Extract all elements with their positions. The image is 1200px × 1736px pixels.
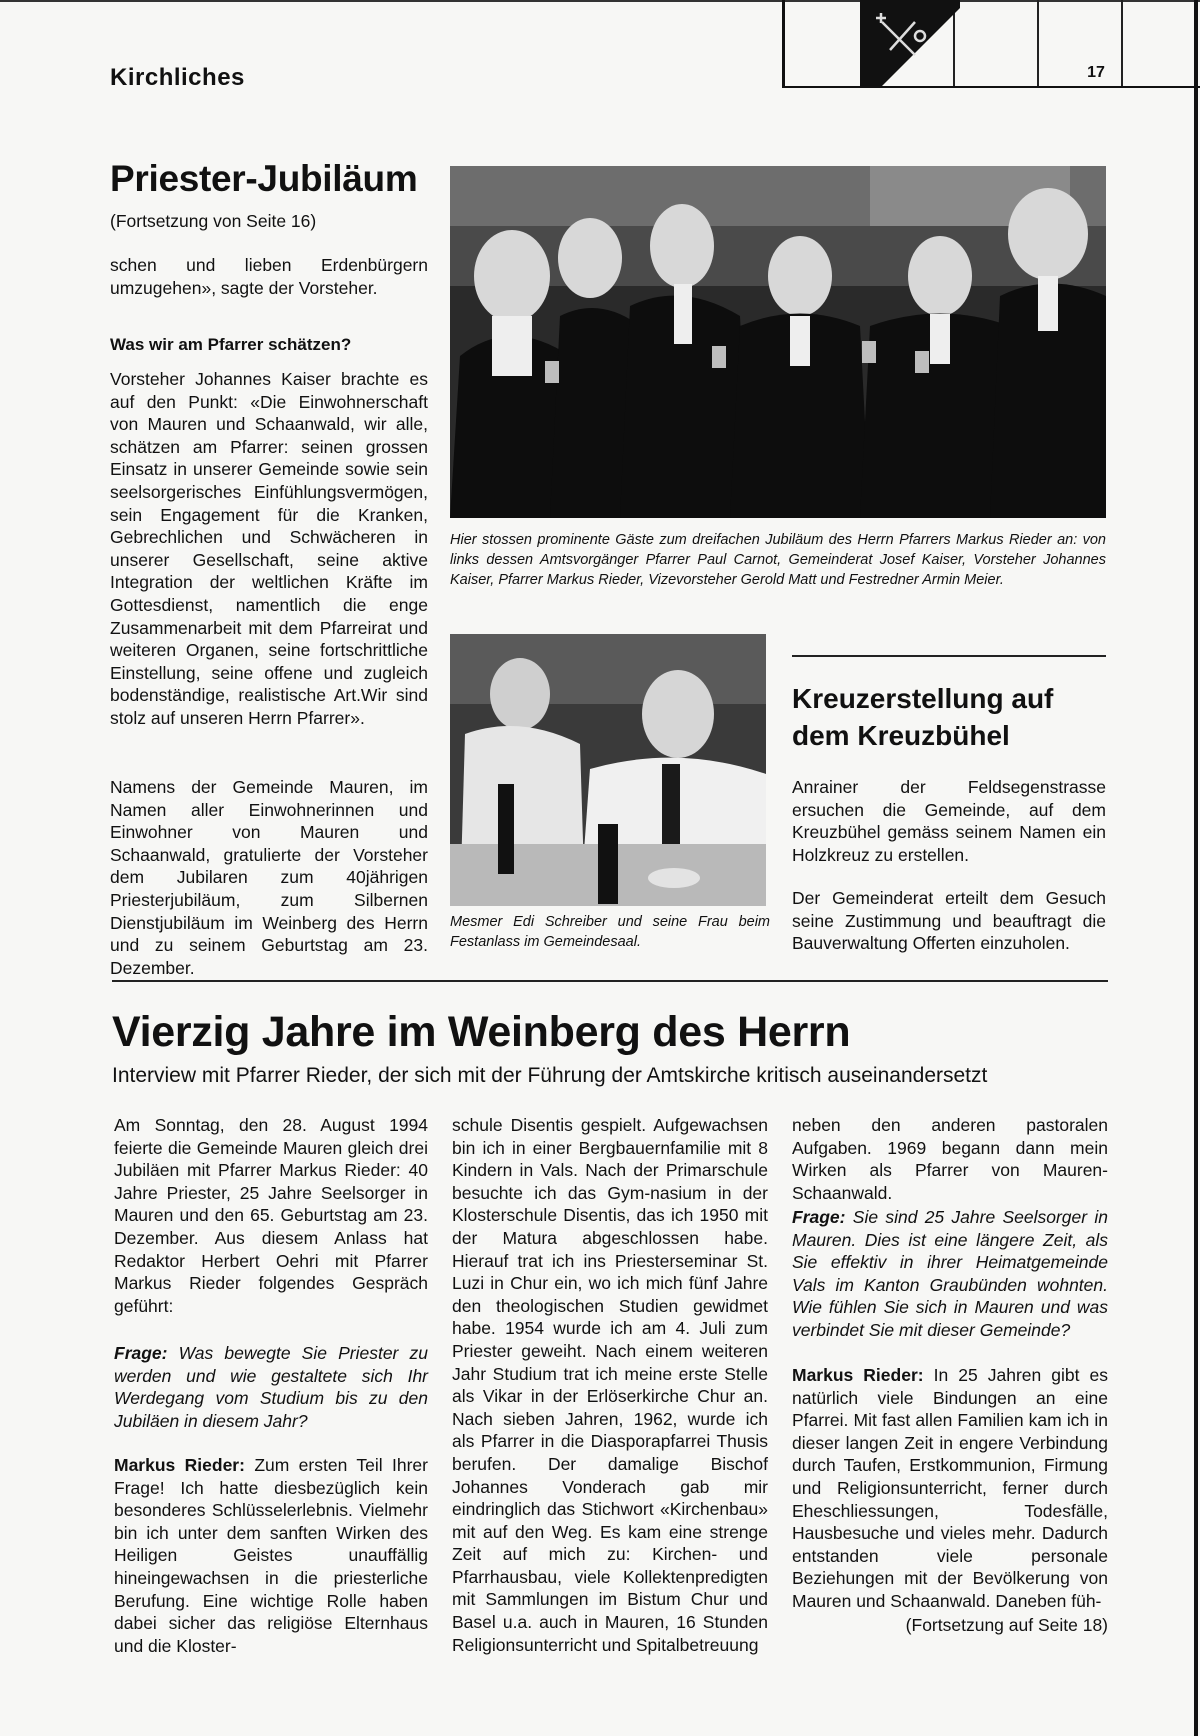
question-text: Sie sind 25 Jahre Seelsorger in Mauren. Dies ist eine längere Zeit, als Sie effektiv in ihrer Heimatgemeinde Vals im Kanton Graubünden wohnten. Wie fühlen Sie sich in Mauren und was verbindet Sie mit dieser Gemeinde?	[792, 1207, 1108, 1340]
photo-caption: Hier stossen prominente Gäste zum dreifachen Jubiläum des Herrn Pfarrers Markus Rieder an: von links dessen Amtsvorgänger Pfarrer Paul Carnot, Gemeinderat Josef Kaiser, Vorsteher Johannes Kaiser, Pfarrer Markus Rieder, Vizevorsteher Gerold Matt und Festredner Armin Meier.	[450, 532, 1106, 588]
divider	[792, 655, 1106, 657]
article-title: Vierzig Jahre im Weinberg des Herrn	[112, 1008, 851, 1056]
article-title: Priester-Jubiläum	[110, 158, 418, 199]
continuation-note: (Fortsetzung von Seite 16)	[110, 211, 317, 231]
right-border	[1194, 0, 1198, 1736]
header-cell	[785, 0, 871, 88]
intro-paragraph: schen und lieben Erdenbürgern umzugehen», sagte der Vorsteher.	[110, 255, 428, 298]
answer	[114, 1454, 428, 1657]
header-rule	[785, 86, 1200, 88]
answer	[792, 1364, 1108, 1613]
paragraph: Am Sonntag, den 28. August 1994 feierte die Gemeinde Mauren gleich drei Jubiläen mit Pfarrer Markus Rieder: 40 Jahre Priester, 25 Jahre Seelsorger in Mauren und den 65. Geburtstag am 23. Dezember. Aus diesem Anlass hat Redaktor Herbert Oehri mit Pfarrer Markus Rieder folgendes Gespräch geführt:	[114, 1115, 428, 1316]
paragraph: neben den anderen pastoralen Aufgaben. 1969 begann dann mein Wirken als Pfarrer von Mauren-Schaanwald.	[792, 1115, 1108, 1203]
paragraph: Der Gemeinderat erteilt dem Gesuch seine Zustimmung und beauftragt die Bauverwaltung Offerten einzuholen.	[792, 888, 1106, 954]
article-title: dem Kreuzbühel	[792, 720, 1010, 751]
frage-label: Frage:	[792, 1207, 846, 1227]
crest-icon	[860, 0, 960, 88]
section-label: Kirchliches	[110, 64, 245, 91]
article-subtitle: Interview mit Pfarrer Rieder, der sich mit der Führung der Amtskirche kritisch auseinandersetzt	[112, 1064, 988, 1087]
paragraph: Namens der Gemeinde Mauren, im Namen aller Einwohnerinnen und Einwohner von Mauren und Schaanwald, gratulierte der Vorsteher dem Jubilaren zum 40jährigen Priesterjubiläum, zum Silbernen Dienstjubiläum im Weinberg des Herrn und zu seinem Geburtstag am 23. Dezember.	[110, 777, 428, 978]
paragraph: Vorsteher Johannes Kaiser brachte es auf den Punkt: «Die Einwohnerschaft von Mauren und Schaanwald, wir alle, schätzen am Pfarrer: seinen grossen Einsatz in unserer Gemeinde sowie sein seelsorgerisches Einfühlungsvermögen, sein Engagement für die Kranken, Gebrechlichen und Schwächeren in unserer Gesellschaft, seine aktive Integration der weltlichen Kräfte im Gottesdienst, namentlich die enge Zusammenarbeit mit dem Pfarreirat und weiteren Organen, seine fortschrittliche Einstellung, seine offene und zugleich bodenständige, realistische Art.Wir sind stolz auf unseren Herrn Pfarrer».	[110, 369, 428, 728]
page-number: 17	[1087, 64, 1105, 81]
answer-text: Zum ersten Teil Ihrer Frage! Ich hatte diesbezüglich kein besonderes Schlüsselerlebnis. Vielmehr bin ich unter dem sanften Wirken des Heiligen Geistes unauffällig hineingewachsen in die priesterliche Berufung. Eine wichtige Rolle haben dabei sicher das religiöse Elternhaus und die Kloster-	[114, 1455, 428, 1656]
subheading: Was wir am Pfarrer schätzen?	[110, 335, 352, 354]
header-cell	[953, 0, 1039, 88]
answer-label: Markus Rieder:	[792, 1365, 924, 1385]
question-text: Was bewegte Sie Priester zu werden und wie gestaltete sich Ihr Werdegang vom Studium bis zu den Jubiläen in diesem Jahr?	[114, 1343, 428, 1431]
photo-caption: Mesmer Edi Schreiber und seine Frau beim Festanlass im Gemeindesaal.	[450, 914, 770, 950]
answer-label: Markus Rieder:	[114, 1455, 245, 1475]
question	[114, 1342, 428, 1432]
question	[792, 1206, 1108, 1342]
paragraph: Anrainer der Feldsegenstrasse ersuchen die Gemeinde, auf dem Kreuzbühel gemäss seinem Namen ein Holzkreuz zu erstellen.	[792, 777, 1106, 865]
continued-note: (Fortsetzung auf Seite 18)	[905, 1615, 1108, 1635]
header-grid	[782, 0, 1200, 88]
paragraph: schule Disentis gespielt. Aufgewachsen bin ich in einer Bergbauernfamilie mit 8 Kindern in Vals. Nach der Primarschule besuchte ich das Gym-nasium in der Klosterschule Disentis, das ich 1950 mit der Matura abgeschlossen habe. Hierauf trat ich ins Priesterseminar St. Luzi in Chur ein, wo ich mich fünf Jahre den theologischen Studien gewidmet habe. 1954 wurde ich am 4. Juli zum Priester geweiht. Nach einem weiteren Jahr Studium trat ich meine erste Stelle als Vikar in der Erlöserkirche Chur an. Nach sieben Jahren, 1962, wurde ich als Pfarrer in die Diasporapfarrei Thusis berufen. Der damalige Bischof Johannes Vonderach gab mir eindringlich das Stichwort «Kirchenbau» mit auf den Weg. Es kam eine strenge Zeit auf mich zu: Kirchen- und Pfarrhausbau, viele Kollektenpredigten mit Sammlungen im Bistum Chur und Basel u.a. auch in Mauren, 16 Stunden Religionsunterricht und Spitalbetreuung	[452, 1115, 768, 1655]
group-photo	[450, 166, 1106, 518]
answer-text: In 25 Jahren gibt es natürlich viele Bindungen an eine Pfarrei. Mit fast allen Familien kam ich in dieser langen Zeit in engere Verbindung durch Taufen, Erstkommunion, Firmung und Religionsunterricht, ferner durch Eheschliessungen, Todesfälle, Hausbesuche und vieles mehr. Dadurch entstanden viele personale Beziehungen mit der Bevölkerung von Mauren und Schaanwald. Daneben füh-	[792, 1365, 1108, 1611]
couple-photo	[450, 634, 766, 906]
article-title: Kreuzerstellung auf	[792, 683, 1054, 714]
divider	[112, 980, 1108, 982]
frage-label: Frage:	[114, 1343, 168, 1363]
